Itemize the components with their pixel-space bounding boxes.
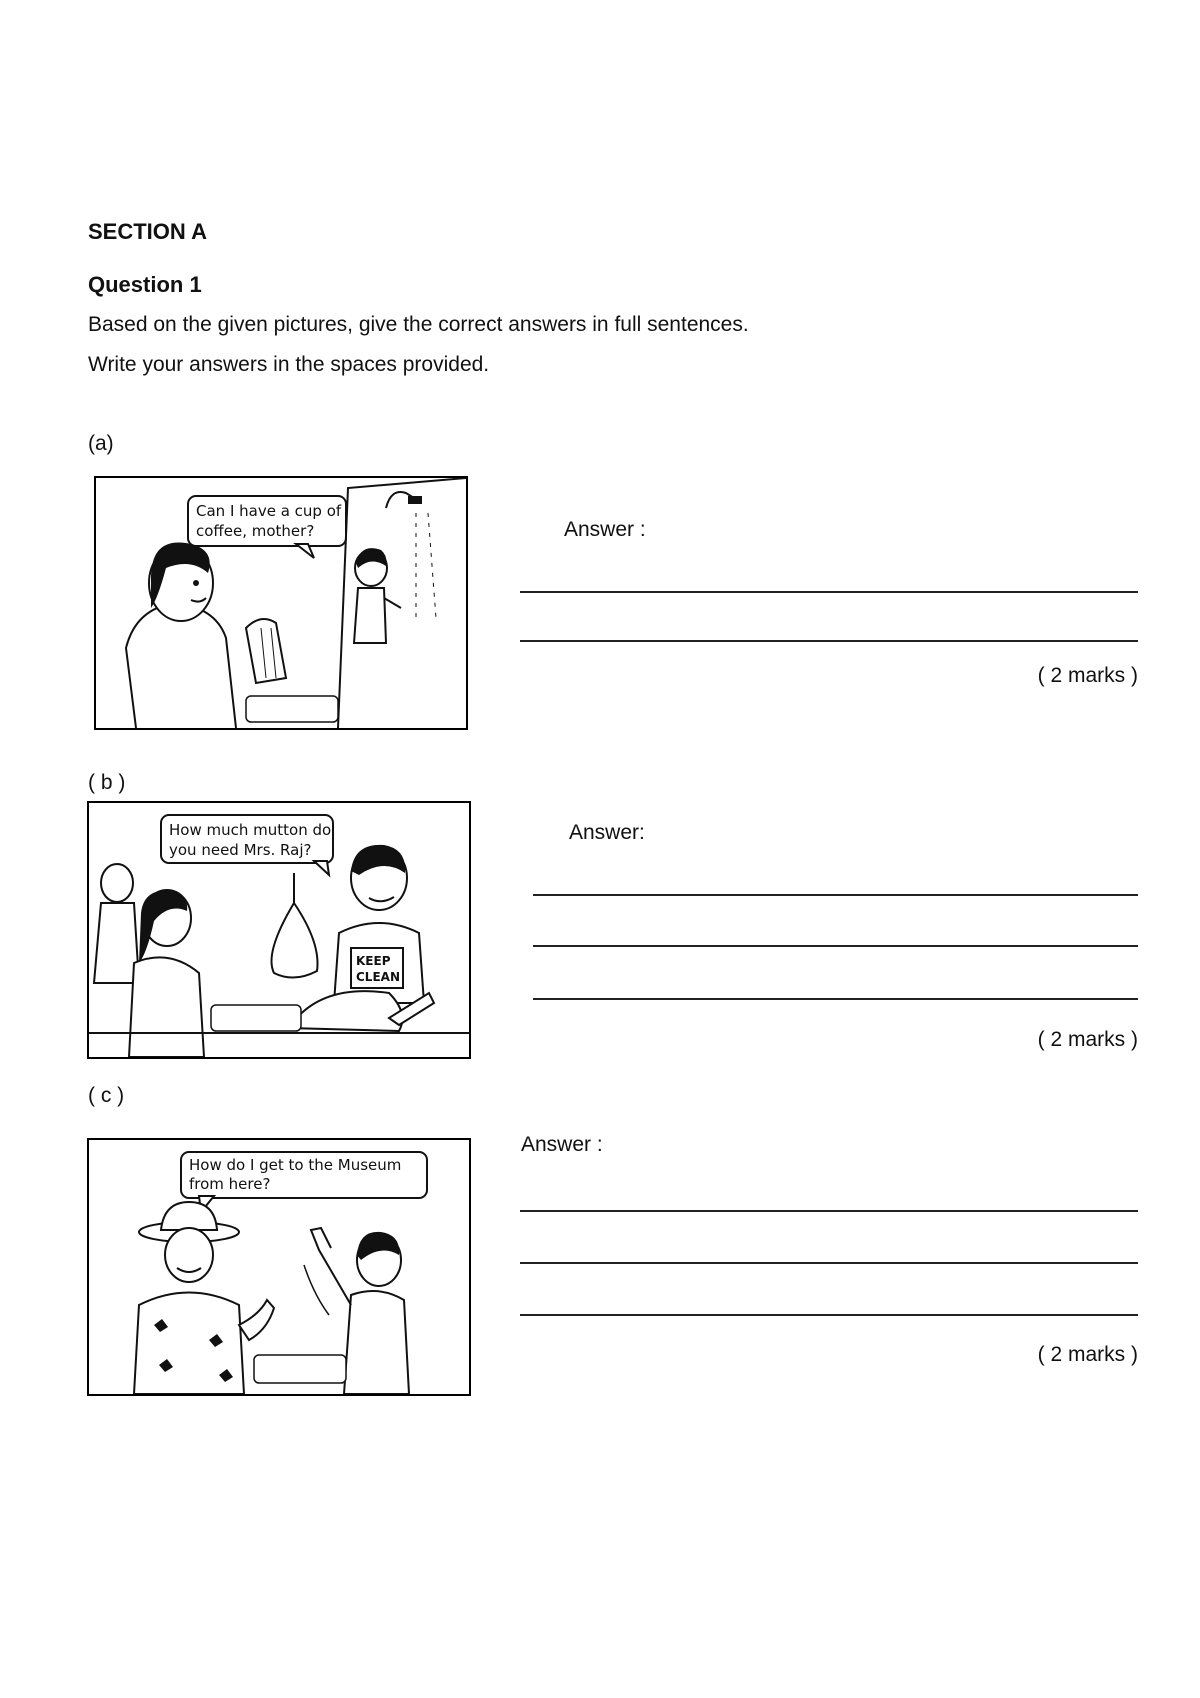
answer-line[interactable] <box>533 998 1138 1000</box>
section-title: SECTION A <box>88 219 207 244</box>
answer-line[interactable] <box>520 1210 1138 1212</box>
answer-line[interactable] <box>533 945 1138 947</box>
answer-line[interactable] <box>520 640 1138 642</box>
picture-b-illustration <box>89 803 469 1057</box>
marks-c: ( 2 marks ) <box>1037 1343 1138 1366</box>
marks-b: ( 2 marks ) <box>1037 1028 1138 1051</box>
picture-a-illustration <box>96 478 466 728</box>
answer-line[interactable] <box>520 591 1138 593</box>
answer-line[interactable] <box>520 1262 1138 1264</box>
picture-b <box>87 801 471 1059</box>
speech-c-line-2: from here? <box>189 1175 271 1193</box>
sign-line-1: KEEP <box>356 954 391 968</box>
speech-b-line-2: you need Mrs. Raj? <box>169 841 312 859</box>
instruction-line-2: Write your answers in the spaces provided. <box>88 353 490 376</box>
part-a-label: (a) <box>88 432 114 455</box>
empty-reply-bubble-a <box>246 696 338 722</box>
empty-reply-bubble-b <box>211 1005 301 1031</box>
part-b-label: ( b ) <box>88 771 126 794</box>
answer-label-b: Answer: <box>569 821 645 844</box>
part-c-label: ( c ) <box>88 1084 125 1107</box>
speech-b-line-1: How much mutton do <box>169 821 332 839</box>
answer-label-a: Answer : <box>564 518 646 541</box>
marks-a: ( 2 marks ) <box>1037 664 1138 687</box>
answer-line[interactable] <box>533 894 1138 896</box>
sign-line-2: CLEAN <box>356 970 400 984</box>
speech-a-line-1: Can I have a cup of <box>196 502 342 520</box>
speech-a-line-2: coffee, mother? <box>196 522 315 540</box>
answer-line[interactable] <box>520 1314 1138 1316</box>
picture-c <box>87 1138 471 1396</box>
picture-c-illustration <box>89 1140 469 1394</box>
speech-c-line-1: How do I get to the Museum <box>189 1156 402 1174</box>
empty-reply-bubble-c <box>254 1355 346 1383</box>
instruction-line-1: Based on the given pictures, give the correct answers in full sentences. <box>88 313 749 336</box>
answer-label-c: Answer : <box>521 1133 603 1156</box>
picture-a <box>94 476 468 730</box>
question-title: Question 1 <box>88 272 202 297</box>
